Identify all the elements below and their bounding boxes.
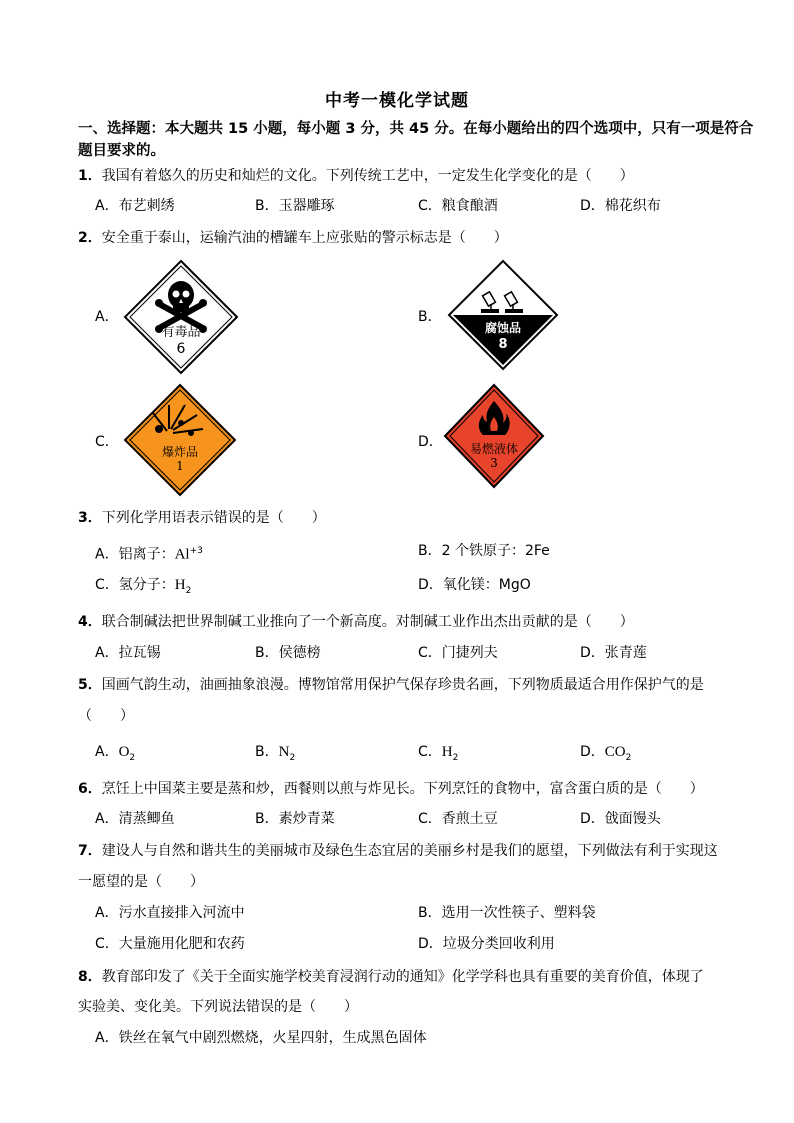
sign-label: 腐蚀品	[484, 321, 521, 335]
option-c: C．粮食酿酒	[418, 198, 498, 214]
option-d	[580, 742, 631, 768]
formula-subscript: 2	[289, 752, 296, 763]
option-b: B．选用一次性筷子、塑料袋	[418, 905, 596, 921]
question-text: 教育部印发了《关于全面实施学校美育浸润行动的通知》化学学科也具有重要的美育价值，体现了	[101, 969, 704, 985]
option-c	[418, 742, 458, 768]
formula-element: H	[441, 744, 453, 760]
question-1	[78, 165, 758, 187]
question-number: 2．	[78, 230, 102, 246]
sign-class-number: 8	[498, 337, 508, 352]
explosive-sign	[123, 383, 237, 501]
option-c: C．门捷列夫	[418, 645, 498, 661]
formula-subscript: 2	[625, 752, 632, 763]
option-a-text: A．	[95, 744, 119, 760]
question-4	[78, 611, 758, 633]
option-c: C．大量施用化肥和农药	[95, 936, 245, 952]
question-text: 建设人与自然和谐共生的美丽城市及绿色生态宜居的美丽乡村是我们的愿望，下列做法有利于实现这	[101, 843, 718, 859]
question-number: 5．	[78, 677, 102, 693]
sign-label: 易燃液体	[469, 442, 518, 456]
question-number: 3．	[78, 510, 102, 526]
question-text: 烹饪上中国菜主要是蒸和炒，西餐则以煎与炸见长。下列烹饪的食物中，富含蛋白质的是（ ）	[101, 781, 704, 797]
sign-class-number: 6	[176, 341, 186, 357]
option-b: B．2 个铁原子：2Fe	[418, 543, 550, 559]
section-heading: 一、选择题：本大题共 15 小题，每小题 3 分，共 45 分。在每小题给出的四个选项中，只有一项是符合题目要求的。	[78, 121, 754, 159]
corrosive-sign	[447, 259, 559, 375]
page-title: 中考一模化学试题	[325, 91, 469, 111]
formula-element: N	[278, 744, 290, 760]
option-d: D．戗面馒头	[580, 811, 661, 827]
option-a: A．布艺刺绣	[95, 198, 175, 214]
formula-superscript: +3	[189, 546, 203, 556]
option-d-label: D．	[418, 434, 443, 450]
question-7-continued: 一愿望的是（ ）	[78, 874, 204, 890]
flammable-sign	[443, 383, 545, 493]
question-text: 联合制碱法把世界制碱工业推向了一个新高度。对制碱工业作出杰出贡献的是（ ）	[101, 614, 634, 630]
option-a	[95, 742, 135, 768]
question-text: 下列化学用语表示错误的是（ ）	[101, 510, 326, 526]
option-a: A．拉瓦锡	[95, 645, 161, 661]
option-d: D．垃圾分类回收利用	[418, 936, 555, 952]
option-b: B．素炒青菜	[255, 811, 335, 827]
option-b-text: B．	[255, 744, 279, 760]
question-text: 安全重于泰山，运输汽油的槽罐车上应张贴的警示标志是（ ）	[101, 230, 508, 246]
sign-class-number: 1	[176, 459, 184, 473]
option-a-label: A．	[95, 309, 119, 325]
question-6	[78, 778, 758, 800]
question-number: 6．	[78, 781, 102, 797]
toxic-sign	[123, 259, 239, 379]
option-c-label: C．	[95, 434, 119, 450]
option-a: A．污水直接排入河流中	[95, 905, 245, 921]
sign-class-number: 3	[490, 456, 498, 470]
option-c-text: C．	[418, 744, 442, 760]
question-8-continued: 实验美、变化美。下列说法错误的是（ ）	[78, 999, 358, 1015]
option-b: B．侯德榜	[255, 645, 321, 661]
question-5-continued: （ ）	[78, 708, 134, 724]
formula-subscript: 2	[185, 585, 192, 596]
question-7	[78, 840, 758, 862]
question-5	[78, 674, 758, 696]
option-c	[95, 575, 191, 601]
option-b-label: B．	[418, 309, 442, 325]
option-c-text: C．氢分子：	[95, 577, 175, 593]
question-number: 8．	[78, 969, 102, 985]
formula-element: Al	[174, 546, 190, 563]
question-8	[78, 966, 758, 988]
formula-subscript: 2	[129, 752, 136, 763]
option-d: D．氧化镁：MgO	[418, 577, 531, 593]
question-text: 我国有着悠久的历史和灿烂的文化。下列传统工艺中，一定发生化学变化的是（ ）	[101, 168, 634, 184]
formula-element: CO	[604, 744, 626, 760]
question-text: 国画气韵生动，油画抽象浪漫。博物馆常用保护气保存珍贵名画，下列物质最适合用作保护气的是	[101, 677, 704, 693]
option-d-text: D．	[580, 744, 605, 760]
option-a: A．清蒸鲫鱼	[95, 811, 175, 827]
option-d: D．棉花织布	[580, 198, 661, 214]
option-b	[255, 742, 295, 768]
option-a: A．铁丝在氧气中剧烈燃烧，火星四射，生成黑色固体	[95, 1030, 427, 1046]
option-c: C．香煎土豆	[418, 811, 498, 827]
question-2	[78, 227, 758, 249]
option-a	[95, 541, 203, 565]
sign-label: 有毒品	[161, 325, 201, 340]
question-3	[78, 507, 758, 529]
option-a-text: A．铝离子：	[95, 546, 175, 563]
formula-subscript: 2	[452, 752, 459, 763]
question-number: 1．	[78, 168, 102, 184]
option-d: D．张青莲	[580, 645, 647, 661]
question-number: 7．	[78, 843, 102, 859]
question-number: 4．	[78, 614, 102, 630]
option-b: B．玉器雕琢	[255, 198, 335, 214]
formula-element: O	[118, 744, 130, 760]
sign-label: 爆炸品	[161, 445, 198, 459]
formula-element: H	[174, 577, 186, 593]
